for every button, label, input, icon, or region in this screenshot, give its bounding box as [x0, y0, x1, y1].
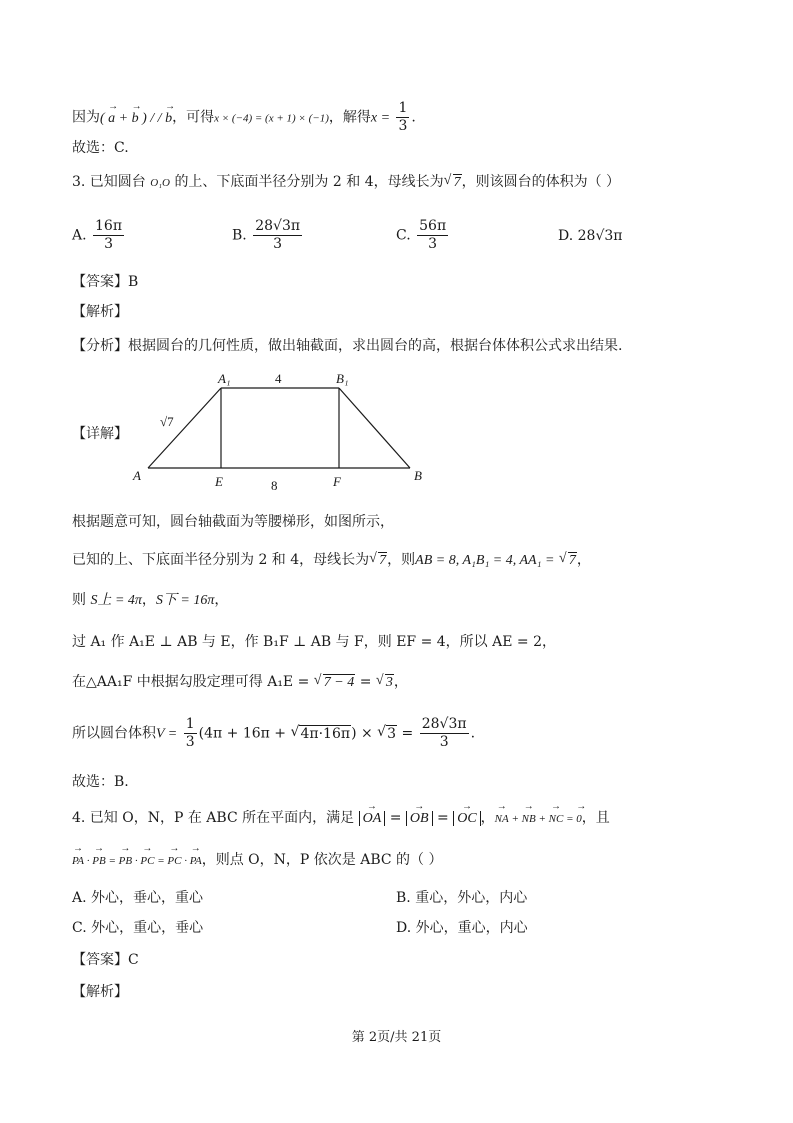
detail-line-2: 已知的上、下底面半径分别为 2 和 4，母线长为√ 7，则AB = 8, A₁B₁ = 4, AA₁ = √ 7，: [72, 550, 591, 571]
label-top-length: 4: [275, 371, 282, 386]
line-vector-parallel: 因为( → a + → b ) / / → b，可得x × (−4) = (x + 1) × (−1)，解得x = $\frac{1}{3}$ .: [72, 100, 416, 135]
detail-line-3: 则 S上 = 4π，S下 = 16π，: [72, 592, 229, 608]
question-4-line-1: 4. 已知 O，N，P 在 ABC 所在平面内，满足 → OA = → OB = → OC ，→ NA + → NB + → NC = → 0，且: [72, 808, 610, 829]
trapezoid-diagram: [128, 368, 438, 496]
option-3d: D. 28√3π: [558, 228, 623, 244]
option-4a: A. 外心，垂心，重心: [72, 890, 204, 906]
detail-line-1: 根据题意可知，圆台轴截面为等腰梯形，如图所示，: [72, 514, 394, 530]
answer-3: 【答案】B: [72, 274, 139, 290]
label-bottom-length: 8: [271, 478, 278, 493]
analysis-heading-3: 【解析】: [72, 304, 128, 320]
option-3a: A. $\frac{16\pi}{3}$: [72, 218, 123, 252]
label-a: A: [133, 468, 141, 483]
diagram-left-edge: [148, 388, 221, 468]
analysis-heading-4: 【解析】: [72, 984, 128, 1000]
answer-4: 【答案】C: [72, 952, 139, 968]
detail-line-6: 所以圆台体积V = $\frac{1}{3}$ (4π + 16π + √ 4π·16π) × √ 3 = $\frac{28√3\pi}{3}$ .: [72, 716, 475, 751]
detail-line-7: 故选：B.: [72, 774, 129, 790]
option-4d: D. 外心，重心，内心: [396, 920, 528, 936]
detail-line-4: 过 A₁ 作 A₁E ⊥ AB 与 E，作 B₁F ⊥ AB 与 F，则 EF = 4，所以 AE = 2，: [72, 634, 556, 650]
label-a1: A₁: [218, 371, 231, 386]
choice-c: 故选：C.: [72, 140, 129, 156]
label-e: E: [215, 474, 223, 489]
vector-expression: ( → a + → b ) / / → b: [100, 111, 172, 126]
option-3c: C. $\frac{56\pi}{3}$: [396, 218, 447, 252]
label-b: B: [414, 468, 422, 483]
fraction-one-third: $\frac{1}{3}$: [398, 100, 408, 134]
label-f: F: [333, 474, 341, 489]
equation-x: x × (−4) = (x + 1) × (−1): [214, 112, 329, 125]
question-4-line-2: → PA · → PB = → PB · → PC = → PC · → PA，则点 O，N，P 依次是 ABC 的（ ）: [72, 850, 443, 871]
label-b1: B₁: [336, 371, 349, 386]
option-3b: B. $\frac{28√3\pi}{3}$: [232, 218, 301, 252]
page-footer: 第 2页/共 21页: [351, 1030, 442, 1045]
detail-line-5: 在△AA₁F 中根据勾股定理可得 A₁E = √ 7 − 4 = √ 3，: [72, 672, 408, 693]
detail-heading: 【详解】: [72, 426, 128, 442]
analysis-summary: 【分析】根据圆台的几何性质，做出轴截面，求出圆台的高，根据台体体积公式求出结果.: [72, 338, 623, 354]
diagram-right-edge: [339, 388, 410, 468]
option-4b: B. 重心，外心，内心: [396, 890, 528, 906]
option-4c: C. 外心，重心，垂心: [72, 920, 204, 936]
question-3: 3. 已知圆台 O₁O 的上、下底面半径分别为 2 和 4，母线长为√ 7，则该圆台的体积为（ ）: [72, 172, 620, 193]
label-slant-length: √7: [160, 414, 174, 429]
